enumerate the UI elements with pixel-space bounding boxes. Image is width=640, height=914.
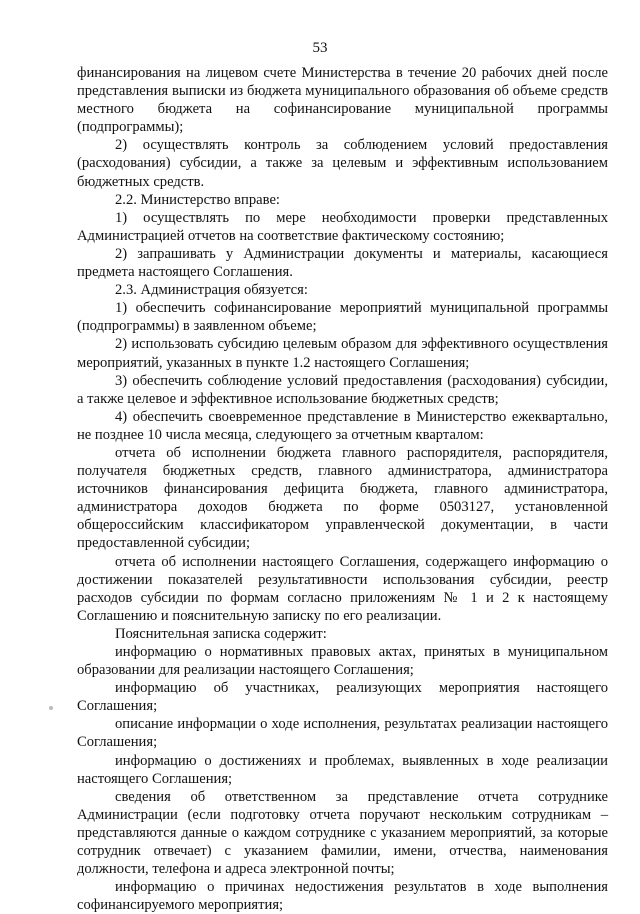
paragraph-note-responsible: сведения об ответственном за представление отчета сотруднике Администрации (если подготовку отчета поручают нескольким сотрудникам – представляются данные о каждом сотруднике с указанием мероприятий, за которые сотрудник отвечает) с указанием фамилии, имени, отчества, наименования должности, телефона и адреса электронной почты; [77, 788, 608, 878]
paragraph-note-achievements: информацию о достижениях и проблемах, выявленных в ходе реализации настоящего Соглашения; [77, 752, 608, 787]
paragraph-clause-2-3-2: 2) использовать субсидию целевым образом для эффективного осуществления мероприятий, указанных в пункте 1.2 настоящего Соглашения; [77, 336, 608, 371]
paragraph-budget-report: отчета об исполнении бюджета главного распорядителя, распорядителя, получателя бюджетных средств, главного администратора, администратора источников финансирования дефицита бюджета, главного администратора, администратора доходов бюджета по форме 0503127, установленной общероссийским классификатором управленческой документации, в части предоставленной субсидии; [77, 444, 608, 552]
paragraph-note-legal-acts: информацию о нормативных правовых актах, принятых в муниципальном образовании для реализации настоящего Соглашения; [77, 644, 608, 679]
paragraph-clause-2-1-2: 2) осуществлять контроль за соблюдением условий предоставления (расходования) субсидии, а также за целевым и эффективным использованием бюджетных средств. [77, 137, 608, 190]
document-body [77, 64, 608, 914]
paragraph-note-intro: Пояснительная записка содержит: [115, 625, 327, 642]
paragraph-clause-2-3-3: 3) обеспечить соблюдение условий предоставления (расходования) субсидии, а также целевое и эффективное использование бюджетных средств; [77, 372, 608, 407]
page-number: 53 [312, 40, 328, 56]
paragraph-note-reasons: информацию о причинах недостижения результатов в ходе выполнения софинансируемого мероприятия; [77, 879, 608, 914]
section-heading-2-2: 2.2. Министерство вправе: [115, 191, 280, 208]
paragraph-clause-2-3-1: 1) обеспечить софинансирование мероприятий муниципальной программы (подпрограммы) в заявленном объеме; [77, 300, 608, 335]
paragraph-continuation: финансирования на лицевом счете Министерства в течение 20 рабочих дней после представления выписки из бюджета муниципального образования об объеме средств местного бюджета на софинансирование муниципальной программы (подпрограммы); [77, 65, 608, 136]
paragraph-note-progress: описание информации о ходе исполнения, результатах реализации настоящего Соглашения; [77, 716, 608, 751]
paragraph-clause-2-3-4: 4) обеспечить своевременное представление в Министерство ежеквартально, не позднее 10 числа месяца, следующего за отчетным кварталом: [77, 408, 608, 443]
paragraph-clause-2-2-1: 1) осуществлять по мере необходимости проверки представленных Администрацией отчетов на соответствие фактическому состоянию; [77, 209, 608, 244]
scan-speck [49, 706, 53, 710]
paragraph-clause-2-2-2: 2) запрашивать у Администрации документы и материалы, касающиеся предмета настоящего Соглашения. [77, 245, 608, 281]
paragraph-agreement-report: отчета об исполнении настоящего Соглашения, содержащего информацию о достижении показателей результативности использования субсидии, реестр расходов субсидии по формам согласно приложениям № 1 и 2 к настоящему Соглашению и пояснительную записку по его реализации. [77, 553, 608, 624]
section-heading-2-3: 2.3. Администрация обязуется: [115, 282, 308, 299]
paragraph-note-participants: информацию об участниках, реализующих мероприятия настоящего Соглашения; [77, 680, 608, 715]
